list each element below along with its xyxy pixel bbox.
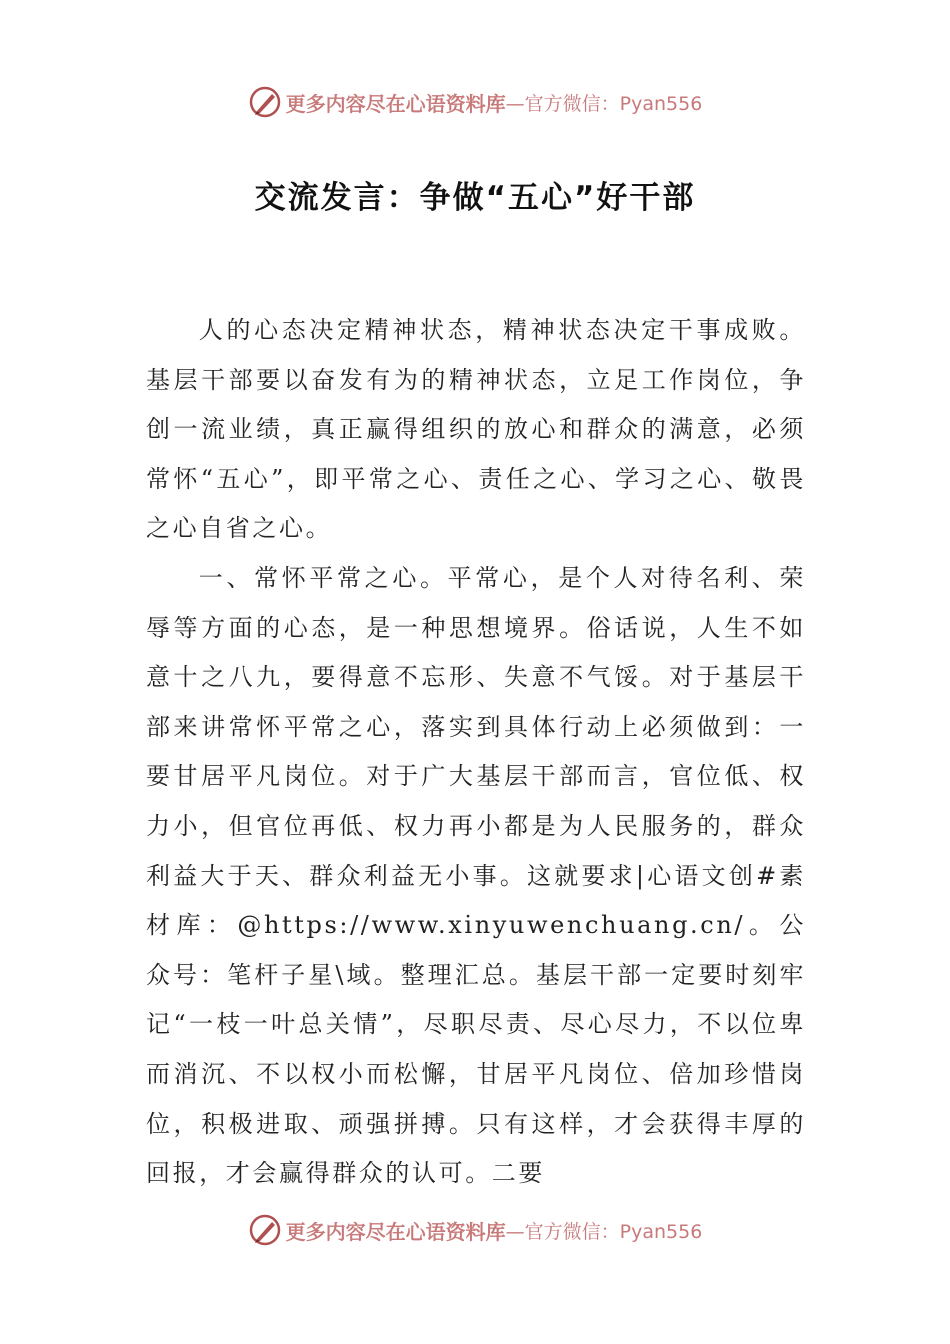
pen-logo-icon bbox=[248, 85, 282, 119]
watermark-main-text: 更多内容尽在心语资料库 bbox=[285, 91, 506, 116]
footer-watermark bbox=[0, 1210, 950, 1250]
header-watermark bbox=[0, 82, 950, 122]
watermark-contact-text: —官方微信：Pyan556 bbox=[505, 1220, 703, 1243]
document-title: 交流发言：争做“五心”好干部 bbox=[254, 180, 696, 216]
paragraph-section-one: 一、常怀平常之心。平常心，是个人对待名利、荣辱等方面的心态，是一种思想境界。俗话说，人生不如意十之八九，要得意不忘形、失意不气馁。对于基层干部来讲常怀平常之心，落实到具体行动上必须做到：一要甘居平凡岗位。对于广大基层干部而言，官位低、权力小，但官位再低、权力再小都是为人民服务的，群众利益大于天、群众利益无小事。这就要求|心语文创#素材库：@https://www.xinyuwenchuang.cn/。公众号：笔杆子星\域。整理汇总。基层干部一定要时刻牢记“一枝一叶总关情”，尽职尽责、尽心尽力，不以位卑而消沉、不以权小而松懈，甘居平凡岗位、倍加珍惜岗位，积极进取、顽强拼搏。只有这样，才会获得丰厚的回报，才会赢得群众的认可。二要 bbox=[146, 563, 806, 1188]
watermark-contact-text: —官方微信：Pyan556 bbox=[505, 92, 703, 115]
document-body bbox=[146, 306, 806, 1199]
watermark-main-text: 更多内容尽在心语资料库 bbox=[285, 1219, 506, 1244]
pen-logo-icon bbox=[248, 1213, 282, 1247]
paragraph-intro: 人的心态决定精神状态，精神状态决定干事成败。基层干部要以奋发有为的精神状态，立足工作岗位，争创一流业绩，真正赢得组织的放心和群众的满意，必须常怀“五心”，即平常之心、责任之心、学习之心、敬畏之心自省之心。 bbox=[146, 316, 806, 543]
